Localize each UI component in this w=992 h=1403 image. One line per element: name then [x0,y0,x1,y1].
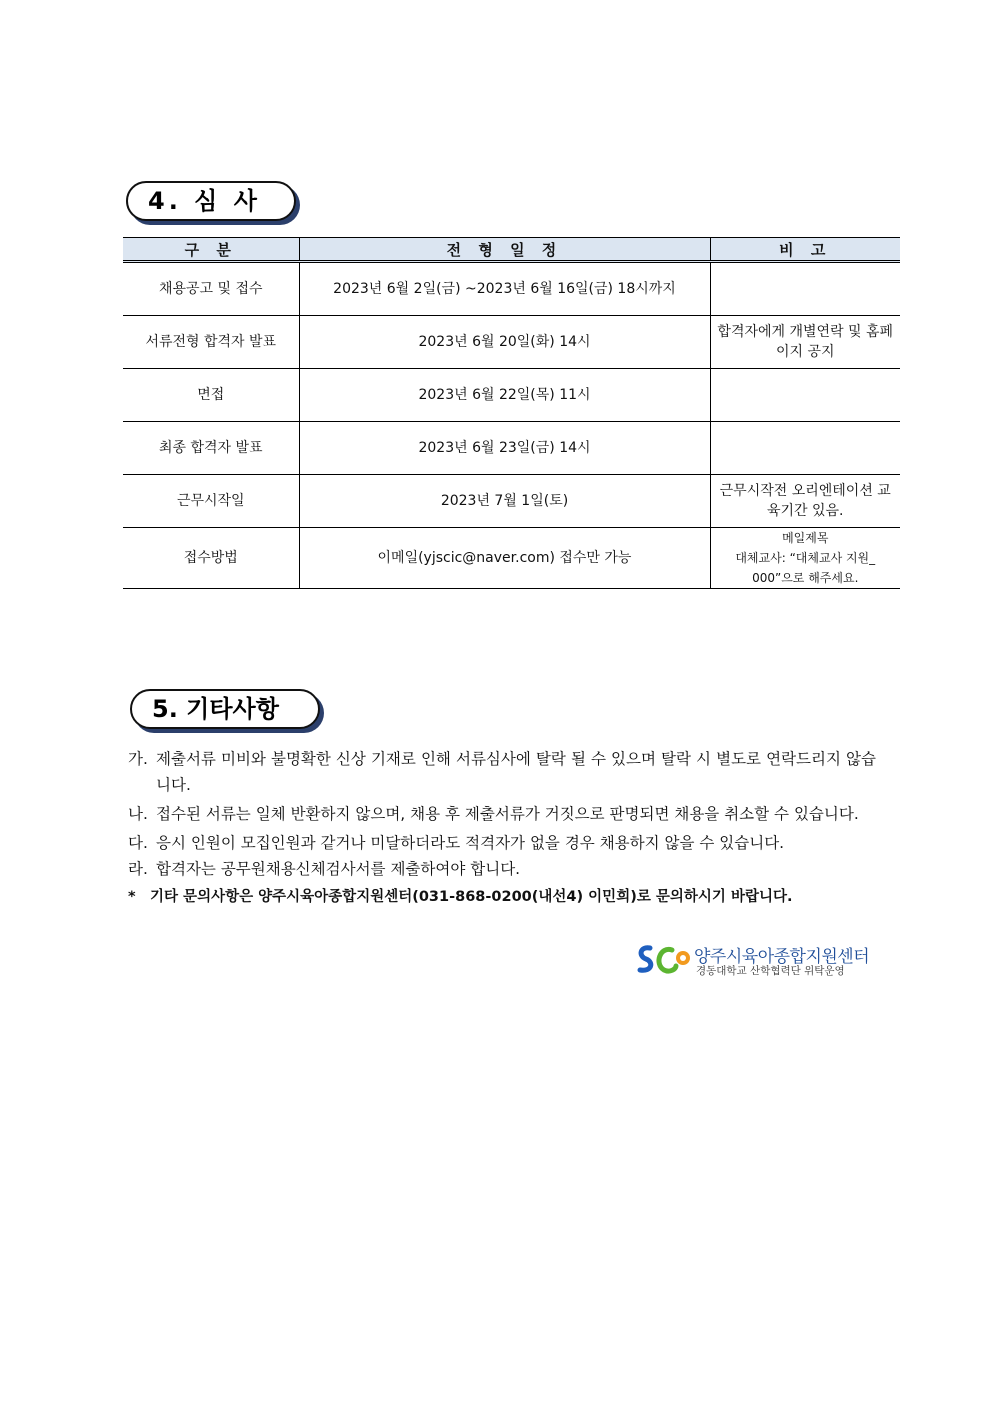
table-row [123,475,900,528]
note-line: 000”으로 해주세요. [752,571,859,585]
note-marker: 나. [128,805,148,823]
note-text: 접수된 서류는 일체 반환하지 않으며, 채용 후 제출서류가 거짓으로 판명되면 채용을 취소할 수 있습니다. [156,805,859,823]
list-item [128,830,876,856]
notes-list [128,746,876,913]
note-marker: 가. [128,750,148,768]
contact-text: 기타 문의사항은 양주시육아종합지원센터(031-868-0200(내선4) 이민희)로 문의하시기 바랍니다. [150,889,793,905]
table-row [123,369,900,422]
row-schedule: 2023년 6월 23일(금) 14시 [299,422,710,475]
row-category: 최종 합격자 발표 [123,422,299,475]
row-note [710,262,900,316]
note-marker: 라. [128,860,148,878]
schedule-table [123,237,900,589]
list-item [128,801,876,827]
table-header-row [123,238,900,262]
row-note [710,422,900,475]
note-text: 제출서류 미비와 불명확한 신상 기재로 인해 서류심사에 탈락 될 수 있으며 탈락 시 별도로 연락드리지 않습니다. [156,750,876,794]
header-note: 비 고 [710,238,900,262]
table-row [123,262,900,316]
contact-note [128,884,876,910]
row-schedule: 2023년 6월 22일(목) 11시 [299,369,710,422]
row-category: 근무시작일 [123,475,299,528]
header-category: 구 분 [123,238,299,262]
logo-subtitle: 경동대학교 산학협력단 위탁운영 [696,965,845,977]
row-note: 합격자에게 개별연락 및 홈페이지 공지 [710,316,900,369]
table-row [123,422,900,475]
row-schedule: 2023년 7월 1일(토) [299,475,710,528]
list-item [128,856,876,882]
note-line: 메일제목 [782,531,829,545]
section-4-title: 4. 심 사 [126,181,296,221]
table-row [123,316,900,369]
row-schedule: 2023년 6월 20일(화) 14시 [299,316,710,369]
row-category: 면접 [123,369,299,422]
note-line: 대체교사: “대체교사 지원_ [735,551,876,565]
row-note: 근무시작전 오리엔테이션 교육기간 있음. [710,475,900,528]
logo-name: 양주시육아종합지원센터 [694,947,870,967]
asterisk-marker: * [128,889,136,905]
list-item [128,746,876,798]
row-schedule: 이메일(yjscic@naver.com) 접수만 가능 [299,528,710,589]
section-5-title: 5. 기타사항 [130,689,320,729]
header-schedule: 전 형 일 정 [299,238,710,262]
row-category: 채용공고 및 접수 [123,262,299,316]
logo-mark-icon [636,942,692,978]
row-note [710,369,900,422]
note-text: 응시 인원이 모집인원과 같거나 미달하더라도 적격자가 없을 경우 채용하지 않을 수 있습니다. [156,834,785,852]
row-note [710,528,900,589]
table-row [123,528,900,589]
row-category: 서류전형 합격자 발표 [123,316,299,369]
row-schedule: 2023년 6월 2일(금) ~2023년 6월 16일(금) 18시까지 [299,262,710,316]
organization-logo [636,942,876,978]
note-marker: 다. [128,834,148,852]
note-text: 합격자는 공무원채용신체검사서를 제출하여야 합니다. [156,860,521,878]
row-category: 접수방법 [123,528,299,589]
